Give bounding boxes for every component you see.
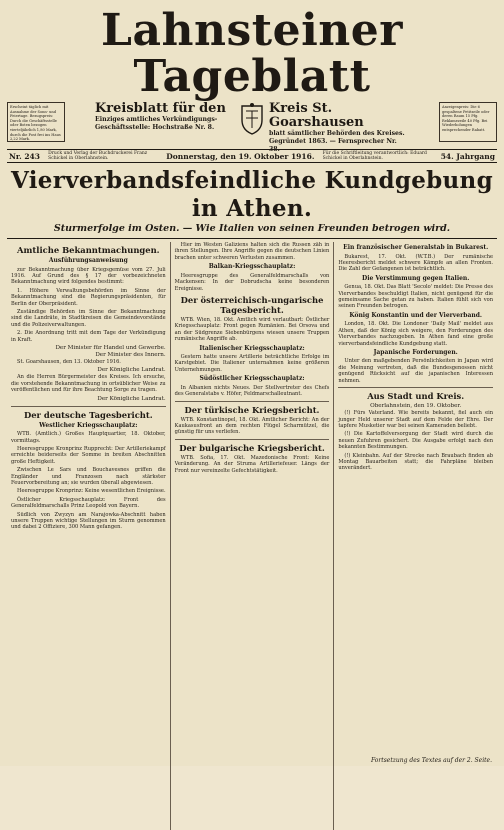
issue-date: Donnerstag, den 19. Oktober 1916.: [166, 151, 315, 161]
section-subtitle: König Konstantin und der Vierverband.: [349, 311, 482, 319]
masthead-left-line2: Einziges amtliches Verkündigungs-: [95, 116, 218, 123]
section-subtitle: Südöstlicher Kriegsschauplatz:: [199, 375, 305, 383]
column-1: [7, 242, 170, 830]
paragraph: 2. Die Anordnung tritt mit dem Tage der Verkündigung in Kraft.: [11, 330, 166, 343]
section-subtitle: Ausführungsanweisung: [48, 257, 128, 264]
paragraph: Heeresgruppe des Generalfeldmarschalls von Mackensen: In der Dobrudscha keine besonderen Ereignisse.: [174, 272, 330, 292]
paragraph: WTB. Wien, 18. Okt. Amtlich wird verlautbart: Östlicher Kriegsschauplatz: Front gegen Rumänien. Bei Orsova und an der Südgrenze Siebenbürgens wiesen unsere Truppen rumänische Angriffe ab.: [174, 316, 330, 343]
divider: [175, 439, 330, 440]
article-columns: [7, 242, 497, 830]
paragraph: WTB. Sofia, 17. Okt. Mazedonische Front: Keine Veränderung. An der Struma Artilleriefeuer. Längs der Front nur vereinzelte Gefechtstätigkeit.: [174, 454, 330, 474]
section-title: Der österreichisch-ungarische Tagesbericht.: [180, 294, 324, 315]
section-title: Amtliche Bekanntmachungen.: [17, 245, 160, 255]
main-headline: Vierverbandsfeindliche Kundgebung in Athen.: [11, 167, 493, 222]
section-subtitle: Balkan-Kriegsschauplatz:: [208, 263, 296, 271]
paragraph: In Albanien nichts Neues. Der Stellvertreter des Chefs des Generalstabs v. Höfer, Feldmarschalleutnant.: [174, 384, 330, 398]
masthead-row: [7, 101, 497, 153]
paragraph: Genua, 18. Okt. Das Blatt 'Secolo' meldet: Die Presse des Vierverbandes beschuldigt Italien, nicht genügend für die gemeinsame Sache getan zu haben. Italien fühlt sich von seinen Freunden betrogen.: [338, 284, 494, 310]
masthead-subtitle: [65, 102, 439, 154]
section-subtitle: Westlicher Kriegsschauplatz:: [39, 421, 138, 429]
paragraph: Östlicher Kriegsschauplatz: Front des Generalfeldmarschalls Prinz Leopold von Bayern.: [11, 496, 166, 510]
section-subtitle: Italienischer Kriegsschauplatz:: [199, 344, 305, 352]
continuation-note: Fortsetzung des Textes auf der 2. Seite.: [370, 757, 492, 764]
masthead-right-line2: blatt sämtlicher Behörden des Kreises.: [269, 130, 405, 137]
paragraph: zur Bekanntmachung über Kriegsgemüse vom 27. Juli 1916. Auf Grund des § 17 der vorbezeichneten Bekanntmachung wird folgendes bestimmt:: [11, 266, 166, 286]
divider: [11, 406, 166, 407]
editor-line: Für die Schriftleitung verantwortlich: Eduard Schickel in Oberlahnstein.: [322, 151, 427, 161]
paragraph: Hier im Westen Galiziens halten sich die Russen zäh in ihren Stellungen. Ihre Angriffe gegen die deutschen Linien brachen unter schweren Verlusten zusammen.: [174, 242, 330, 261]
signature: Der Minister des Innern.: [95, 351, 166, 358]
dateline: Oberlahnstein, den 19. Oktober.: [370, 403, 462, 410]
section-subtitle: Ein französischer Generalstab in Bukarest.: [343, 244, 489, 251]
paragraph: Heeresgruppe Kronprinz: Keine wesentlichen Ereignisse.: [17, 488, 166, 495]
paragraph: (!) Fürs Vaterland. Wie bereits bekannt, fiel auch ein junger Held unserer Stadt auf dem Felde der Ehre. Der tapfere Musketier war bei seinen Kameraden beliebt.: [338, 410, 494, 429]
paragraph: WTB. Konstantinopel, 18. Okt. Amtlicher Bericht: An der Kaukasusfront an dem rechten Flügel Scharmützel, die günstig für uns verliefen.: [174, 416, 330, 436]
paragraph: Gestern hatte unsere Artillerie beträchtliche Erfolge im Karstgebiet. Die Italiener unternahmen keine größeren Unternehmungen.: [174, 354, 330, 373]
signature: Der Königliche Landrat.: [97, 367, 166, 374]
paragraph: Südlich von Zwyzyn am Narajowka-Abschnitt haben unsere Truppen wichtige Stellungen im Sturm genommen und dabei 2 Offiziere, 300 Mann gefangen.: [11, 511, 166, 531]
paragraph: London, 18. Okt. Die Londoner 'Daily Mail' meldet aus Athen, daß der König sich weigere, den Forderungen des Vierverbandes nachzugeben. In Athen fand eine große vierverbandsfeindliche Kundgebung statt.: [338, 321, 494, 347]
masthead-left-line3: Geschäftsstelle: Hochstraße Nr. 8.: [95, 124, 215, 131]
section-title: Der bulgarische Kriegsbericht.: [179, 442, 325, 453]
paragraph: An die Herren Bürgermeister des Kreises. Ich ersuche, die vorstehende Bekanntmachung in ortsüblicher Weise zu veröffentlichen und für ihre Beachtung Sorge zu tragen.: [11, 374, 166, 394]
paragraph: Zwischen Le Sars und Bouchavesnes griffen die Engländer und Franzosen nach stärkster Feuervorbereitung an; sie wurden überall abgewiesen.: [11, 467, 166, 486]
sub-headline: Sturmerfolge im Osten. — Wie Italien von seinen Freunden betrogen wird.: [7, 223, 497, 239]
paragraph: Heeresgruppe Kronprinz Rupprecht: Der Artilleriekampf erreichte beiderseits der Somme in breiten Abschnitten große Heftigkeit.: [11, 445, 166, 465]
issue-year: 54. Jahrgang: [440, 151, 495, 161]
section-subtitle: Japanische Forderungen.: [373, 348, 458, 356]
masthead-right-line3: Gegründet 1863. — Fernsprecher Nr. 38.: [269, 138, 397, 153]
section-title: Der deutsche Tagesbericht.: [23, 409, 153, 420]
masthead-title: Lahnsteiner Tageblatt: [101, 5, 403, 102]
dateline: St. Goarshausen, den 13. Oktober 1916.: [17, 358, 121, 365]
paragraph: Bukarest, 17. Okt. (W.T.B.) Der rumänische Heeresbericht meldet schwere Kämpfe an allen Fronten. Die Zahl der Gefangenen ist beträchtlich.: [338, 253, 494, 273]
paragraph: 1. Höhere Verwaltungsbehörden im Sinne der Bekanntmachung sind die Regierungspräsidenten, für Berlin der Oberpräsident.: [11, 287, 166, 307]
signature: Der Königliche Landrat.: [97, 395, 166, 402]
paragraph: (!) Die Kartoffelversorgung der Stadt wird durch die neuen Zufuhren gesichert. Die Ausgabe erfolgt nach den bekannten Bestimmungen.: [338, 431, 494, 451]
column-3: [333, 242, 497, 830]
paragraph: Unter den maßgebenden Persönlichkeiten in Japan wird die Meinung vertreten, daß die Bundesgenossen nicht genügend Rücksicht auf die japanischen Interessen nehmen.: [338, 358, 494, 384]
column-2: [170, 242, 334, 830]
signature: Der Minister für Handel und Gewerbe.: [55, 344, 166, 351]
issue-number: Nr. 243: [9, 151, 40, 161]
printer-line: Druck und Verlag der Buchdruckerei Franz Schickel in Oberlahnstein.: [48, 151, 148, 161]
paragraph: WTB. (Amtlich.) Großes Hauptquartier, 18. Oktober, vormittags.: [11, 431, 166, 444]
divider: [175, 401, 330, 402]
paragraph: (!) Kleinbahn. Auf der Strecke nach Braubach finden ab Montag Bauarbeiten statt; die Fahrpläne bleiben unverändert.: [338, 452, 494, 472]
paragraph: Zuständige Behörden im Sinne der Bekanntmachung sind die Landräte, in Stadtkreisen die Gemeindevorstände und die Polizeiverwaltungen.: [11, 308, 166, 328]
section-title: Aus Stadt und Kreis.: [367, 391, 465, 402]
left-notice-box: Erscheint täglich mit Ausnahme der Sonn- und Feiertage. Bezugspreis: Durch die Geschäftsstelle oder Boten bezogen vierteljährlich 1,80 Mark, durch die Post frei ins Haus 2,22 Mark.: [7, 102, 65, 142]
section-subtitle: Die Verstimmung gegen Italien.: [361, 274, 470, 282]
masthead-left-line1: Kreisblatt für den: [95, 101, 226, 116]
coat-of-arms-icon: [239, 102, 265, 136]
issue-info-bar: [7, 149, 497, 163]
masthead-right-line1: Kreis St. Goarshausen: [269, 101, 364, 130]
right-notice-box: Anzeigenpreis: Die 6 gespaltene Petitzeile oder deren Raum 15 Pfg. Reklamezeile 40 Pfg. Bei Wiederholungen entsprechender Rabatt.: [439, 102, 497, 142]
divider: [338, 387, 493, 388]
section-title: Der türkische Kriegsbericht.: [184, 404, 320, 415]
